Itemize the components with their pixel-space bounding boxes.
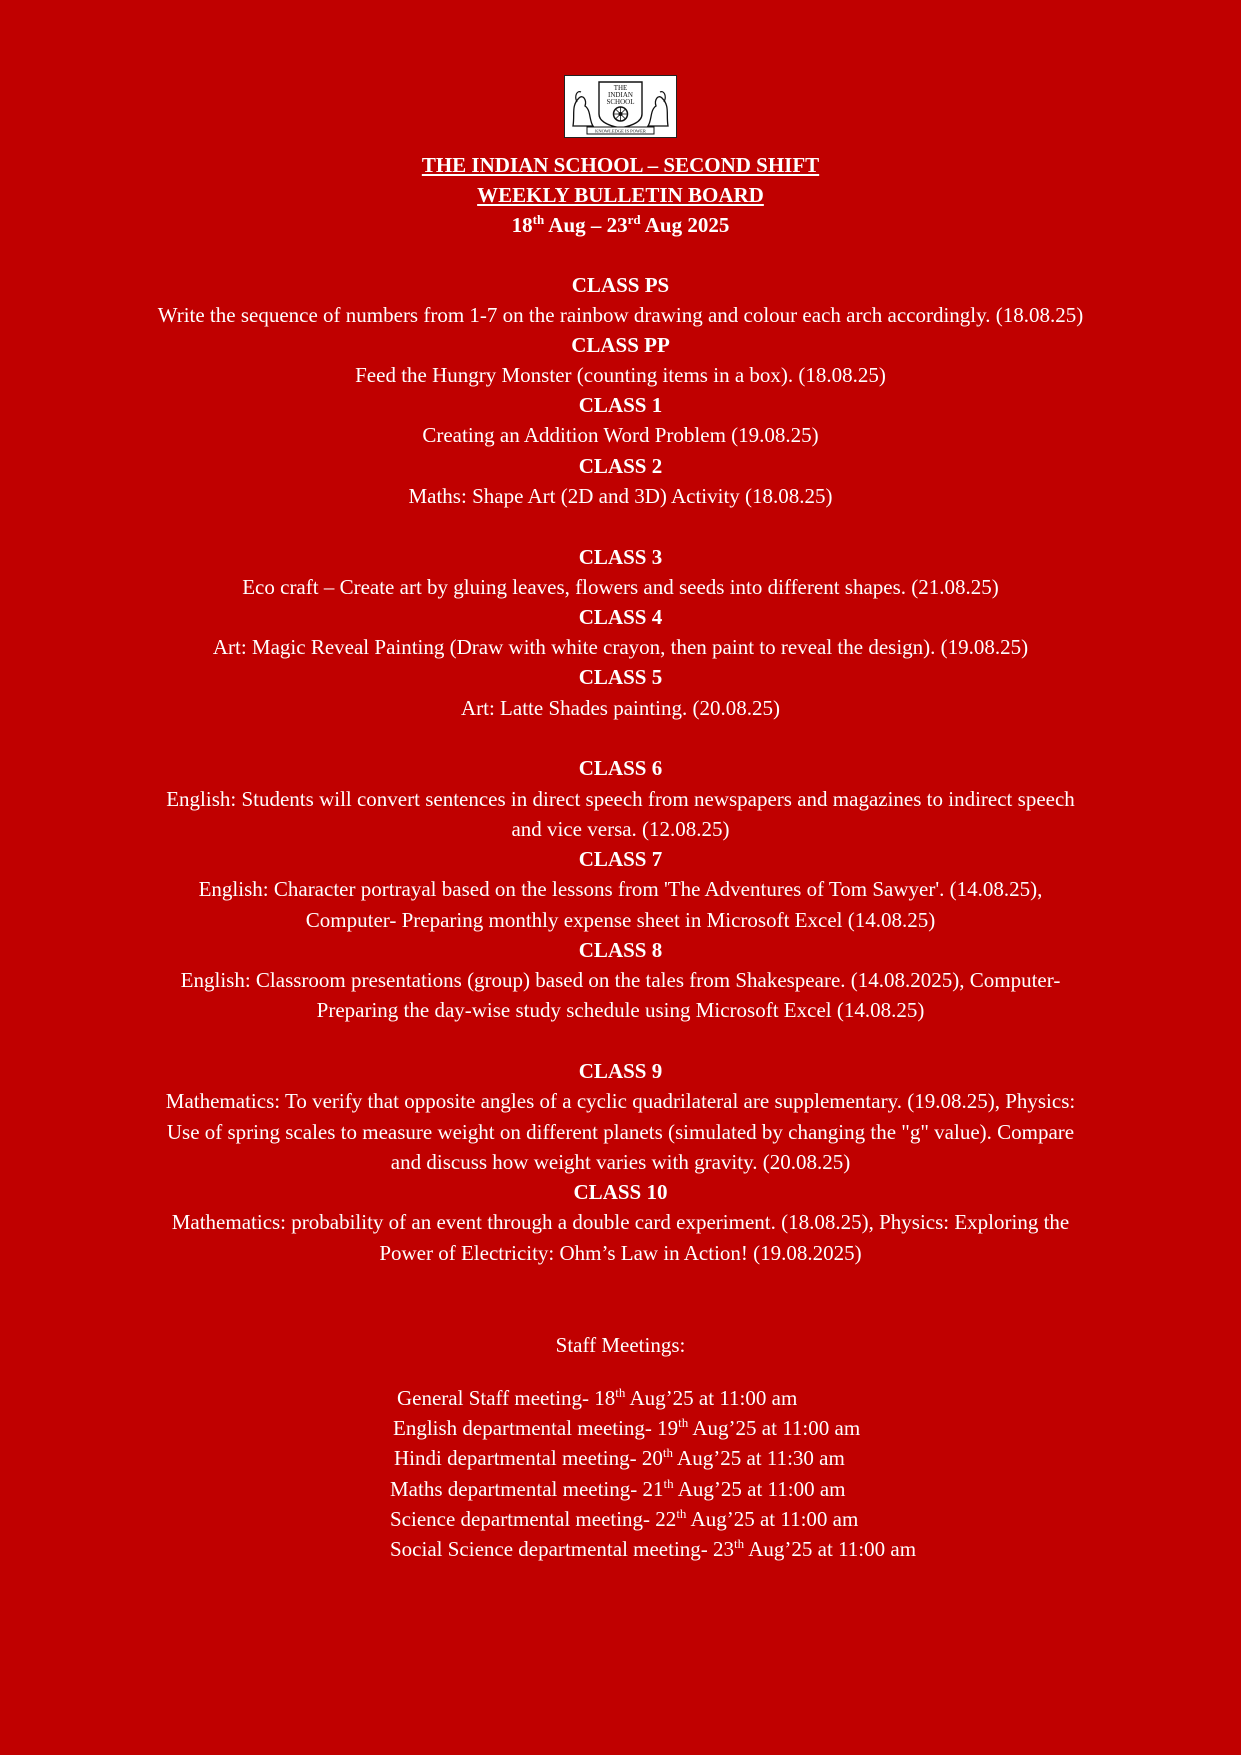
class-heading: CLASS PS: [571, 273, 670, 297]
class-activity-line: Write the sequence of numbers from 1-7 on the rainbow drawing and colour each arch accordingly. (18.08.25): [157, 303, 1084, 327]
class-activity-line: Art: Magic Reveal Painting (Draw with white crayon, then paint to reveal the design). (19.08.25): [212, 635, 1029, 659]
logo-text-line3: SCHOOL: [606, 98, 635, 106]
class-activity-line: Creating an Addition Word Problem (19.08.25): [422, 423, 819, 447]
class-activity-line: Preparing the day-wise study schedule using Microsoft Excel (14.08.25): [316, 998, 925, 1022]
bulletin-title-line2: WEEKLY BULLETIN BOARD: [477, 183, 764, 207]
staff-meetings-heading: Staff Meetings:: [555, 1333, 686, 1357]
class-heading: CLASS 3: [578, 545, 663, 569]
class-activity-line: Mathematics: probability of an event through a double card experiment. (18.08.25), Physics: Exploring the: [171, 1210, 1070, 1234]
class-heading: CLASS 2: [578, 454, 663, 478]
meeting-time: Aug’25 at 11:30 am: [672, 1446, 845, 1470]
class-heading: CLASS 4: [578, 605, 663, 629]
staff-meeting-item: [390, 1474, 846, 1504]
school-logo: [564, 75, 677, 138]
logo-text-line1: THE: [613, 84, 628, 92]
class-activity-line: Feed the Hungry Monster (counting items in a box). (18.08.25): [355, 363, 886, 387]
class-activity-line: Power of Electricity: Ohm’s Law in Action! (19.08.2025): [379, 1241, 862, 1265]
meeting-date-suffix: th: [678, 1415, 689, 1430]
meeting-text: English departmental meeting- 19: [393, 1416, 679, 1440]
staff-meeting-item: [393, 1413, 860, 1443]
date-start-month: Aug –: [544, 213, 607, 237]
class-activity-line: English: Character portrayal based on the lessons from 'The Adventures of Tom Sawyer'. (14.08.25),: [198, 877, 1043, 901]
meeting-time: Aug’25 at 11:00 am: [625, 1386, 798, 1410]
date-start-suffix: th: [532, 212, 545, 227]
meeting-date-suffix: th: [734, 1536, 745, 1551]
school-crest-icon: [565, 76, 676, 137]
date-end-month: Aug 2025: [640, 213, 730, 237]
class-activity-line: Computer- Preparing monthly expense sheet in Microsoft Excel (14.08.25): [305, 908, 936, 932]
meeting-text: Science departmental meeting- 22: [390, 1507, 677, 1531]
class-heading: CLASS 9: [578, 1059, 663, 1083]
staff-meeting-item: [397, 1383, 797, 1413]
meeting-time: Aug’25 at 11:00 am: [686, 1507, 859, 1531]
meeting-time: Aug’25 at 11:00 am: [688, 1416, 861, 1440]
class-heading: CLASS 8: [578, 938, 663, 962]
meeting-time: Aug’25 at 11:00 am: [744, 1537, 917, 1561]
bulletin-title-line1: THE INDIAN SCHOOL – SECOND SHIFT: [421, 153, 820, 177]
class-heading: CLASS 10: [573, 1180, 668, 1204]
class-activity-line: English: Classroom presentations (group) based on the tales from Shakespeare. (14.08.2025), Computer-: [180, 968, 1061, 992]
meeting-date-suffix: th: [615, 1385, 626, 1400]
meeting-time: Aug’25 at 11:00 am: [673, 1477, 846, 1501]
staff-meeting-item: [394, 1443, 845, 1473]
meeting-text: Maths departmental meeting- 21: [390, 1477, 664, 1501]
meeting-text: General Staff meeting- 18: [397, 1386, 616, 1410]
class-activity-line: English: Students will convert sentences in direct speech from newspapers and magazines to indirect speech: [166, 787, 1075, 811]
class-heading: CLASS 6: [578, 756, 663, 780]
class-heading: CLASS 7: [578, 847, 663, 871]
class-heading: CLASS 5: [578, 665, 663, 689]
class-activity-line: Use of spring scales to measure weight on different planets (simulated by changing the "g" value). Compare: [166, 1120, 1075, 1144]
meeting-date-suffix: th: [676, 1506, 687, 1521]
class-activity-line: Art: Latte Shades painting. (20.08.25): [460, 696, 781, 720]
logo-text-line2: INDIAN: [608, 91, 633, 99]
date-end-day: 23: [606, 213, 628, 237]
class-activity-line: and discuss how weight varies with gravity. (20.08.25): [390, 1150, 851, 1174]
class-activity-line: Maths: Shape Art (2D and 3D) Activity (18.08.25): [408, 484, 833, 508]
meeting-text: Hindi departmental meeting- 20: [394, 1446, 663, 1470]
bulletin-date-range: [100, 210, 1141, 240]
class-heading: CLASS 1: [578, 393, 663, 417]
class-activity-line: Mathematics: To verify that opposite angles of a cyclic quadrilateral are supplementary. (19.08.25), Physics:: [165, 1089, 1076, 1113]
meeting-date-suffix: th: [663, 1476, 674, 1491]
class-activity-line: and vice versa. (12.08.25): [511, 817, 730, 841]
logo-motto: KNOWLEDGE IS POWER: [595, 128, 646, 134]
meeting-text: Social Science departmental meeting- 23: [390, 1537, 735, 1561]
class-heading: CLASS PP: [571, 333, 670, 357]
staff-meeting-item: [390, 1534, 916, 1564]
date-end-suffix: rd: [627, 212, 641, 227]
staff-meeting-item: [390, 1504, 858, 1534]
class-activity-line: Eco craft – Create art by gluing leaves, flowers and seeds into different shapes. (21.08.25): [242, 575, 999, 599]
meeting-date-suffix: th: [662, 1445, 673, 1460]
date-start-day: 18: [511, 213, 533, 237]
